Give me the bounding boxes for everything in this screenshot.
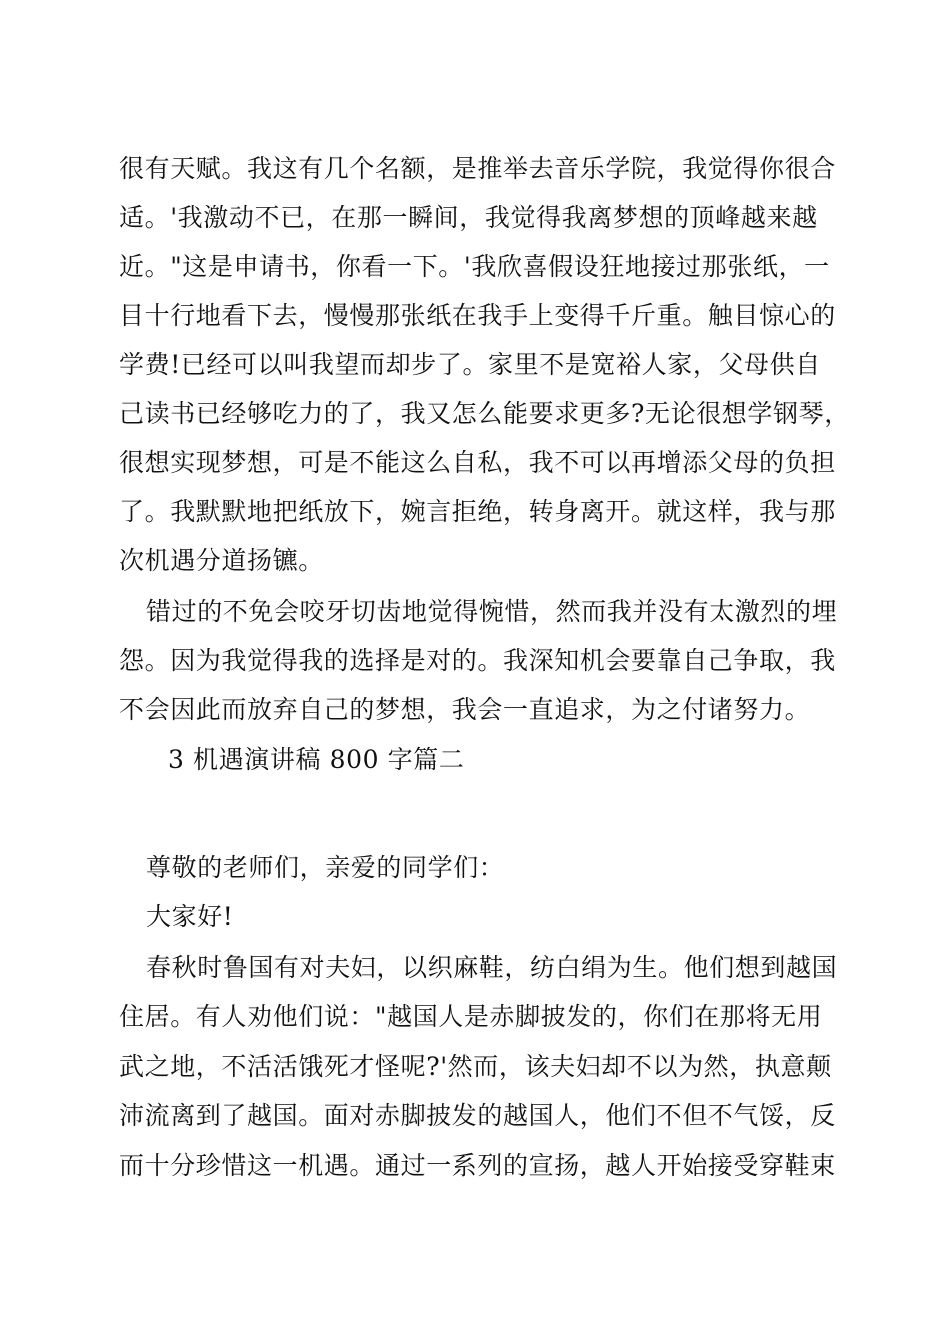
greeting: 大家好! — [146, 902, 234, 931]
paragraph-1-line-4: 目十行地看下去，慢慢那张纸在我手上变得千斤重。触目惊心的 — [119, 301, 836, 330]
body-line-2: 住居。有人劝他们说："越国人是赤脚披发的，你们在那将无用 — [119, 1002, 823, 1031]
paragraph-1-line-3: 近。"这是申请书，你看一下。'我欣喜假设狂地接过那张纸，一 — [119, 252, 830, 281]
paragraph-1-line-2: 适。'我激动不已，在那一瞬间，我觉得我离梦想的顶峰越来越 — [119, 203, 818, 232]
paragraph-1-line-6: 己读书已经够吃力的了，我又怎么能要求更多?无论很想学钢琴， — [119, 399, 850, 428]
paragraph-2-line-2: 怨。因为我觉得我的选择是对的。我深知机会要靠自己争取，我 — [119, 646, 836, 675]
paragraph-1-line-1: 很有天赋。我这有几个名额，是推举去音乐学院，我觉得你很合 — [119, 154, 836, 183]
body-line-5: 而十分珍惜这一机遇。通过一系列的宣扬，越人开始接受穿鞋束 — [119, 1151, 836, 1180]
section-heading: 3 机遇演讲稿 800 字篇二 — [168, 745, 465, 774]
body-line-1: 春秋时鲁国有对夫妇，以织麻鞋，纺白绢为生。他们想到越国 — [146, 953, 838, 982]
body-line-4: 沛流离到了越国。面对赤脚披发的越国人，他们不但不气馁，反 — [119, 1101, 836, 1130]
paragraph-1-line-9: 次机遇分道扬镳。 — [119, 546, 324, 575]
paragraph-1-line-7: 很想实现梦想，可是不能这么自私，我不可以再增添父母的负担 — [119, 448, 836, 477]
paragraph-2-line-1: 错过的不免会咬牙切齿地觉得惋惜，然而我并没有太激烈的埋 — [146, 597, 838, 626]
salutation: 尊敬的老师们，亲爱的同学们： — [146, 853, 505, 882]
paragraph-2-line-3: 不会因此而放弃自己的梦想，我会一直追求，为之付诸努力。 — [119, 695, 811, 724]
paragraph-1-line-5: 学费!已经可以叫我望而却步了。家里不是宽裕人家，父母供自 — [119, 350, 821, 379]
paragraph-1-line-8: 了。我默默地把纸放下，婉言拒绝，转身离开。就这样，我与那 — [119, 497, 836, 526]
body-line-3: 武之地，不活活饿死才怪呢?'然而，该夫妇却不以为然，执意颠 — [119, 1052, 832, 1081]
